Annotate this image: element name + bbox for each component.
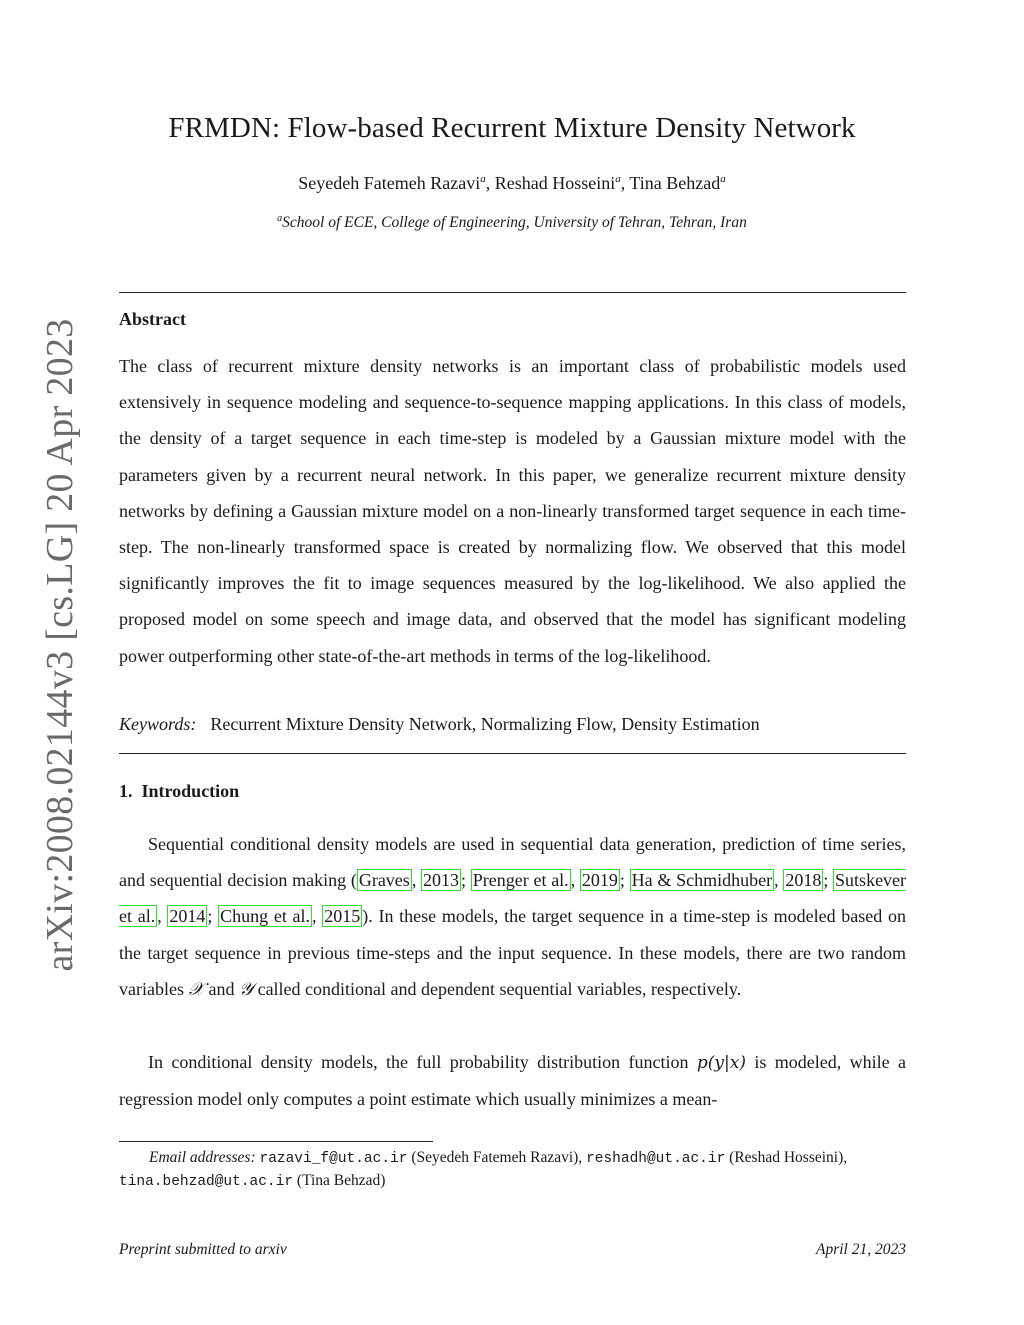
affiliation-text: School of ECE, College of Engineering, University of Tehran, Tehran, Iran — [282, 214, 747, 232]
email-link[interactable]: razavi_f@ut.ac.ir — [259, 1151, 408, 1167]
author-affil-mark: a — [480, 173, 486, 185]
citation-link[interactable]: Prenger et al. — [472, 870, 569, 891]
math-variable-x: 𝒳 — [188, 978, 204, 1000]
citation-year-link[interactable]: 2019 — [581, 870, 618, 891]
email-link[interactable]: reshadh@ut.ac.ir — [586, 1151, 726, 1167]
citation-year-link[interactable]: 2013 — [423, 870, 460, 891]
paragraph-text: Sequential conditional density models are used in sequential data generation, prediction of time series, and sequential decision making ( — [119, 834, 906, 891]
footnote-emails — [119, 1147, 906, 1193]
citation-link[interactable]: Graves — [358, 870, 410, 891]
section-number: 1. — [119, 781, 133, 801]
math-variable-y: 𝒴 — [238, 978, 254, 1000]
arxiv-identifier[interactable]: arXiv:2008.02144v3 [cs.LG] 20 Apr 2023 — [39, 318, 81, 972]
paragraph-text: is modeled, while a regression model only computes a point estimate which usually minimizes a mean- — [119, 1052, 906, 1110]
section-title: Introduction — [141, 781, 240, 801]
citation-year-link[interactable]: 2018 — [785, 870, 822, 891]
author-separator: , — [620, 173, 630, 193]
author-name: Seyedeh Fatemeh Razavi — [298, 173, 481, 193]
author-name: Tina Behzad — [629, 173, 721, 193]
citation-separator: ; — [207, 906, 219, 927]
keywords-label: Keywords: — [119, 714, 197, 734]
author-affil-mark: a — [720, 173, 726, 185]
citation-link[interactable]: Sutskever et al. — [119, 870, 907, 927]
intro-paragraph-2 — [119, 1044, 906, 1117]
email-owner: (Tina Behzad) — [293, 1172, 386, 1189]
paragraph-text: In conditional density models, the full probability distribution function — [148, 1052, 697, 1072]
intro-paragraph-1: Sequential conditional density models are used in sequential data generation, prediction of time series, and sequential decision making ( Graves , 2013 ; Prenger et al. , 2019 ; Ha & Schmidhuber , 2018 ; Sutskever et al. , 2014 ; Chung et al. , 2015 ). In these models, the target sequence in a time-step is modeled based on the target sequence in previous time-steps and the input sequence. In these models, there are two random variables 𝒳 and 𝒴 called conditional and dependent sequential variables, respectively. — [119, 834, 907, 1000]
abstract-top-rule — [119, 292, 906, 293]
citation-separator: ; — [461, 870, 471, 891]
abstract-text: The class of recurrent mixture density networks is an important class of probabilistic models used extensively in sequence modeling and sequence-to-sequence mapping applications. In this class of models, the density of a target sequence in each time-step is modeled by a Gaussian mixture model with the parameters given by a recurrent neural network. In this paper, we generalize recurrent mixture density networks by defining a Gaussian mixture model on a non-linearly transformed target sequence in each time-step. The non-linearly transformed space is created by normalizing flow. We observed that this model significantly improves the fit to image sequences measured by the log-likelihood. We also applied the proposed model on some speech and image data, and observed that the model has significant modeling power outperforming other state-of-the-art methods in terms of the log-likelihood. — [119, 356, 906, 666]
abstract-heading: Abstract — [119, 309, 186, 329]
keywords — [119, 714, 906, 735]
math-formula: p(y|x) — [696, 1053, 746, 1073]
footer-date: April 21, 2023 — [816, 1241, 906, 1258]
citation-link[interactable]: Ha & Schmidhuber — [631, 870, 773, 891]
email-owner: (Reshad Hosseini), — [725, 1149, 848, 1166]
citation-link[interactable]: Chung et al. — [220, 906, 311, 927]
footnote-rule — [119, 1141, 433, 1142]
author-list — [0, 173, 1024, 194]
citation-separator: ; — [619, 870, 630, 891]
author-separator: , — [485, 173, 495, 193]
keywords-text: Recurrent Mixture Density Network, Normalizing Flow, Density Estimation — [210, 714, 760, 734]
footer-preprint-note: Preprint submitted to arxiv — [119, 1241, 287, 1258]
affiliation-mark: a — [277, 213, 283, 224]
author-name: Reshad Hosseini — [494, 173, 616, 193]
paragraph-text: called conditional and dependent sequential variables, respectively. — [253, 978, 742, 999]
paragraph-text: ). In these models, the target sequence in a time-step is modeled based on the target sequence in previous time-steps and the input sequence. In these models, there are two random variables — [119, 906, 907, 999]
paragraph-text: and — [203, 978, 239, 999]
section-heading-introduction — [119, 781, 239, 802]
abstract-bottom-rule — [119, 753, 906, 754]
footnote-label: Email addresses: — [149, 1149, 256, 1166]
paper-title: FRMDN: Flow-based Recurrent Mixture Density Network — [168, 112, 856, 144]
email-link[interactable]: tina.behzad@ut.ac.ir — [119, 1174, 294, 1190]
citation-year-link[interactable]: 2014 — [169, 906, 206, 927]
email-owner: (Seyedeh Fatemeh Razavi), — [407, 1149, 587, 1166]
citation-separator: ; — [823, 870, 834, 891]
citation-year-link[interactable]: 2015 — [324, 906, 361, 927]
author-affil-mark: a — [615, 173, 621, 185]
affiliation — [0, 213, 1024, 232]
